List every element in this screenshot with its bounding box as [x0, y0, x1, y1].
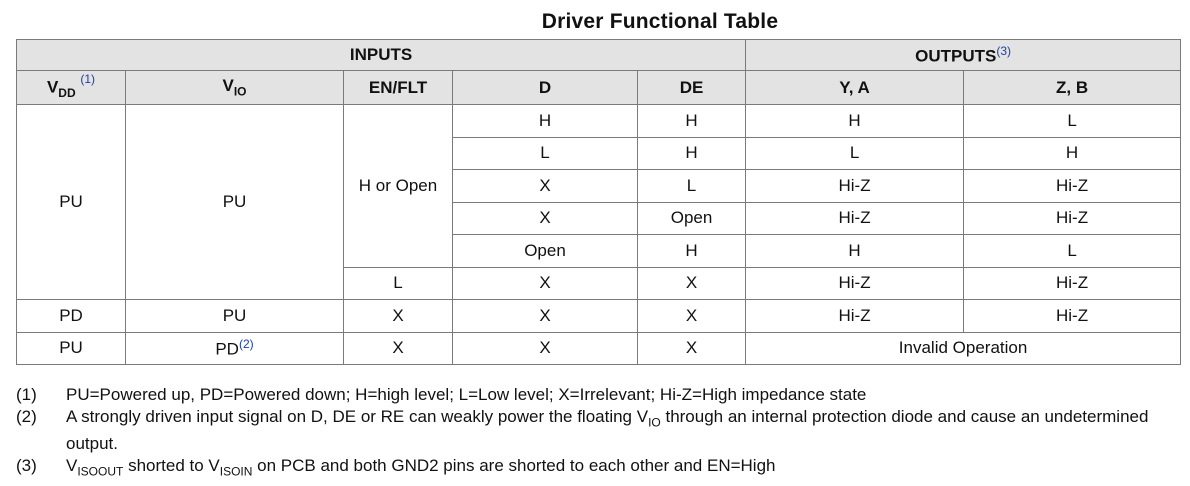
cell-d: X [453, 332, 638, 365]
cell-d: X [453, 170, 638, 203]
cell-de: X [638, 300, 746, 333]
table-row [17, 332, 1181, 365]
col-header-d: D [453, 71, 638, 105]
cell-z-b: Hi-Z [964, 300, 1181, 333]
column-header-row [17, 71, 1181, 105]
col-header-de: DE [638, 71, 746, 105]
cell-y-a: L [746, 137, 964, 170]
col-header-z-b: Z, B [964, 71, 1181, 105]
footnotes [16, 384, 1176, 483]
cell-y-a: Hi-Z [746, 170, 964, 203]
outputs-group-header: OUTPUTS$^{(3)}$ [746, 40, 1181, 71]
cell-d: X [453, 202, 638, 235]
cell-vio: PU [126, 300, 344, 333]
driver-functional-table [16, 39, 1181, 365]
cell-en-flt: X [344, 332, 453, 365]
col-header-y-a: Y, A [746, 71, 964, 105]
cell-y-a: Hi-Z [746, 202, 964, 235]
footnote-number: (3) [16, 456, 37, 476]
inputs-group-header: INPUTS [17, 40, 746, 71]
cell-z-b: Hi-Z [964, 267, 1181, 300]
footnote-text: A strongly driven input signal on D, DE or RE can weakly power the floating $V_{IO}$ through an internal protection diode and cause an undetermined output. [66, 407, 1149, 454]
cell-d: X [453, 267, 638, 300]
footnote-number: (2) [16, 407, 37, 426]
cell-de: H [638, 137, 746, 170]
cell-de: X [638, 267, 746, 300]
cell-vdd: PD [17, 300, 126, 333]
cell-vio: PD$^{(2)}$ [126, 332, 344, 365]
col-header-en-flt: EN/FLT [344, 71, 453, 105]
cell-y-a: Hi-Z [746, 267, 964, 300]
col-header-vio: $V_{IO}$ [126, 71, 344, 105]
table-title: Driver Functional Table [541, 10, 779, 33]
cell-en-flt: L [344, 267, 453, 300]
cell-vdd: PU [17, 105, 126, 300]
table-row [17, 105, 1181, 138]
cell-de: L [638, 170, 746, 203]
footnote-text: PU=Powered up, PD=Powered down; H=high level; L=Low level; X=Irrelevant; Hi-Z=High impedance state [66, 385, 867, 404]
cell-de: Open [638, 202, 746, 235]
cell-de: H [638, 105, 746, 138]
footnote-ref-1: (1) [80, 71, 96, 86]
footnote-3 [16, 455, 1176, 482]
cell-vio: PU [126, 105, 344, 300]
cell-y-a: H [746, 105, 964, 138]
cell-outputs-invalid: Invalid Operation [746, 332, 1181, 365]
cell-z-b: Hi-Z [964, 202, 1181, 235]
cell-z-b: L [964, 235, 1181, 268]
cell-d: Open [453, 235, 638, 268]
cell-d: X [453, 300, 638, 333]
col-header-vdd: $V_{DD}$ $^{(1)}$ [17, 71, 126, 105]
group-header-row [17, 40, 1181, 71]
cell-z-b: H [964, 137, 1181, 170]
cell-vdd: PU [17, 332, 126, 365]
footnote-number: (1) [16, 385, 37, 404]
cell-d: L [453, 137, 638, 170]
cell-z-b: Hi-Z [964, 170, 1181, 203]
cell-de: X [638, 332, 746, 365]
footnote-2 [16, 406, 1176, 455]
table-row [17, 300, 1181, 333]
cell-en-flt: H or Open [344, 105, 453, 268]
footnote-ref-3: (3) [996, 43, 1012, 58]
cell-y-a: Hi-Z [746, 300, 964, 333]
cell-en-flt: X [344, 300, 453, 333]
footnote-1 [16, 384, 1176, 406]
cell-de: H [638, 235, 746, 268]
cell-d: H [453, 105, 638, 138]
footnote-text: $V_{ISOOUT}$ shorted to $V_{ISOIN}$ on PCB and both GND2 pins are shorted to each other and EN=High [66, 456, 776, 479]
cell-y-a: H [746, 235, 964, 268]
cell-z-b: L [964, 105, 1181, 138]
footnote-ref-2: (2) [238, 336, 254, 351]
